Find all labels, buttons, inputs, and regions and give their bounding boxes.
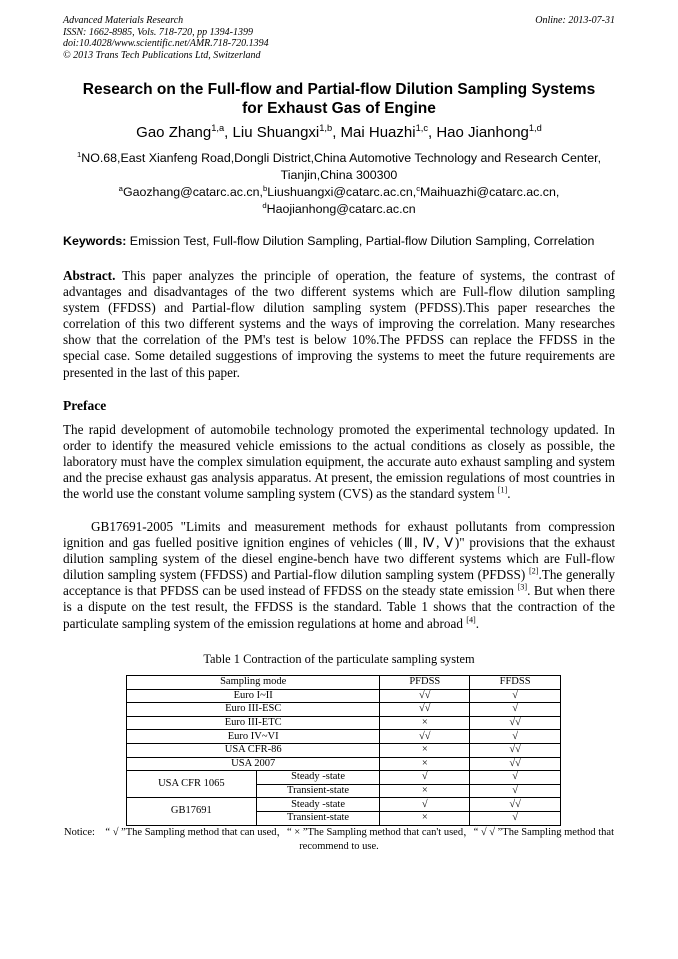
pfdss-cell: √	[380, 798, 470, 812]
issn: ISSN: 1662-8985, Vols. 718-720, pp 1394-1399	[63, 26, 253, 38]
email-link[interactable]: Haojianhong@catarc.ac.cn	[266, 202, 416, 216]
citation[interactable]: [1]	[497, 485, 508, 495]
abstract: Abstract. This paper analyzes the principle of operation, the feature of systems, the contrast of advantages and disadvantages of the two different systems which are Full-flow dilution sampling system (FFDSS) and Partial-flow dilution sampling system (PFDSS).This paper researches the correlation of this two different systems and the ways of improving the correlation. Many researches show that the correlation of the PM's test is below 10%.The PFDSS can replace the FFDSS in the special case. Some detailed suggestions of improving the systems to meet the future requirements are presented in the last of this paper.	[63, 268, 615, 380]
mode-cell: Euro III-ESC	[127, 703, 380, 717]
ffdss-cell: √	[470, 689, 561, 703]
submode-cell: Steady -state	[256, 771, 380, 785]
pfdss-cell: ×	[380, 784, 470, 798]
mode-cell: Euro I~II	[127, 689, 380, 703]
ffdss-cell: √	[470, 811, 561, 825]
table-row	[127, 743, 561, 757]
mode-cell: USA CFR-86	[127, 743, 380, 757]
table-row	[127, 730, 561, 744]
ffdss-cell: √	[470, 771, 561, 785]
author: Mai Huazhi$^{1,c}$,	[340, 123, 437, 141]
table-row	[127, 798, 561, 812]
mode-cell: Euro IV~VI	[127, 730, 380, 744]
preface-paragraph-2: GB17691-2005 "Limits and measurement methods for exhaust pollutants from compression ignition and gas fuelled positive ignition engines of vehicles (Ⅲ, Ⅳ, Ⅴ)" provisions that the exhaust dilution sampling system of the diesel engine-bench have two different systems which are Full-flow dilution sampling system (FFDSS) and Partial-flow dilution sampling system (PFDSS) [2].The generally acceptance is that PFDSS can be used instead of FFDSS on the steady state emission [3]. But when there is a dispute on the test result, the FFDSS is the standard. Table 1 shows that the contraction of the particulate sampling system of the emission regulations at home and abroad [4].	[63, 519, 615, 631]
authors	[40, 124, 638, 141]
copyright: © 2013 Trans Tech Publications Ltd, Switzerland	[63, 49, 261, 61]
ffdss-cell: √√	[470, 757, 561, 771]
email-link[interactable]: Liushuangxi@catarc.ac.cn,	[267, 185, 417, 199]
mode-cell: USA CFR 1065	[127, 771, 257, 798]
title-line: Research on the Full-flow and Partial-flow Dilution Sampling Systems	[82, 81, 596, 98]
author: Liu Shuangxi$^{1,b}$,	[232, 123, 341, 141]
table-caption: Table 1 Contraction of the particulate sampling system	[203, 652, 475, 666]
submode-cell: Steady -state	[256, 798, 380, 812]
table-row	[127, 689, 561, 703]
doi: doi:10.4028/www.scientific.net/AMR.718-720.1394	[63, 38, 269, 49]
submode-cell: Transient-state	[256, 784, 380, 798]
author: Gao Zhang$^{1,a}$,	[136, 123, 233, 141]
journal-name: Advanced Materials Research	[63, 15, 184, 26]
preface-paragraph-1: The rapid development of automobile technology promoted the experimental technology updated. In order to identify the measured vehicle emissions to the actual conditions as closely as possible, the laboratory must have the complex simulation equipment, the accurate auto exhaust sampling and system and the precise exhaust gas analysis apparatus. At present, the emission regulations of most countries in the world use the constant volume sampling system (CVS) as the standard system [1].	[63, 422, 615, 502]
email-link[interactable]: Maihuazhi@catarc.ac.cn,	[420, 185, 560, 199]
sampling-table	[126, 675, 561, 826]
mode-cell: GB17691	[127, 798, 257, 825]
ffdss-cell: √√	[470, 798, 561, 812]
affiliation: $^1$NO.68,East Xianfeng Road,Dongli District,China Automotive Technology and Research Center, Tianjin,China 300300	[76, 149, 602, 182]
pfdss-cell: √	[380, 771, 470, 785]
mode-cell: USA 2007	[127, 757, 380, 771]
pfdss-cell: ×	[380, 757, 470, 771]
journal-header	[63, 15, 269, 61]
ffdss-cell: √	[470, 730, 561, 744]
citation[interactable]: [3]	[517, 582, 528, 592]
submode-cell: Transient-state	[256, 811, 380, 825]
ffdss-cell: √√	[470, 743, 561, 757]
pfdss-cell: ×	[380, 716, 470, 730]
table-notice: Notice: “ √ ”The Sampling method that can used，“ × ”The Sampling method that can't used，“ √ √ ”The Sampling method that recommend to use.	[64, 827, 614, 852]
mode-cell: Euro III-ETC	[127, 716, 380, 730]
table-row	[127, 716, 561, 730]
ffdss-cell: √	[470, 703, 561, 717]
ffdss-cell: √√	[470, 716, 561, 730]
table-row	[127, 771, 561, 785]
header-cell: Sampling mode	[127, 676, 380, 690]
header-cell: PFDSS	[380, 676, 470, 690]
online-date: Online: 2013-07-31	[535, 15, 615, 26]
pfdss-cell: ×	[380, 743, 470, 757]
table-header-row	[127, 676, 561, 690]
section-heading-preface: Preface	[63, 398, 107, 413]
pfdss-cell: √√	[380, 689, 470, 703]
header-cell: FFDSS	[470, 676, 561, 690]
citation[interactable]: [4]	[466, 615, 476, 625]
keywords: Keywords: Emission Test, Full-flow Dilution Sampling, Partial-flow Dilution Sampling, Correlation	[63, 234, 595, 248]
author: Hao Jianhong$^{1,d}$	[436, 123, 542, 141]
title-line: for Exhaust Gas of Engine	[242, 100, 436, 117]
pfdss-cell: √√	[380, 703, 470, 717]
paper-title	[40, 80, 638, 118]
emails: $^a$Gaozhang@catarc.ac.cn,$^b$Liushuangxi@catarc.ac.cn,$^c$Maihuazhi@catarc.ac.cn, $^d$Haojianhong@catarc.ac.cn	[118, 183, 560, 216]
table-row	[127, 757, 561, 771]
citation[interactable]: [2]	[528, 566, 539, 576]
pfdss-cell: √√	[380, 730, 470, 744]
email-link[interactable]: Gaozhang@catarc.ac.cn,	[122, 185, 263, 199]
pfdss-cell: ×	[380, 811, 470, 825]
ffdss-cell: √	[470, 784, 561, 798]
table-row	[127, 703, 561, 717]
